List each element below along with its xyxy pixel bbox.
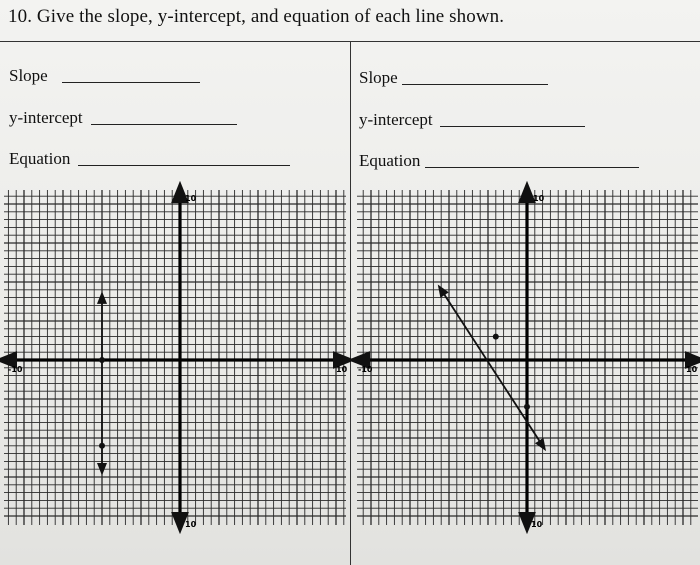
left-x-min-label: -10	[8, 365, 23, 374]
left-x-max-label: 10	[336, 365, 348, 374]
left-y-intercept-label: y-intercept	[9, 108, 83, 127]
right-coordinate-grid	[357, 190, 698, 525]
right-equation-label: Equation	[359, 151, 421, 170]
right-plotted-point	[524, 404, 530, 410]
right-y-min-label: 10	[531, 520, 543, 529]
right-x-max-label: 10	[686, 365, 698, 374]
right-plotted-point	[493, 334, 499, 340]
left-equation-label: Equation	[9, 149, 71, 168]
left-y-min-label: 10	[185, 520, 197, 529]
left-y-max-label: 10	[185, 194, 197, 203]
right-x-min-label: -10	[358, 365, 373, 374]
left-plotted-point	[99, 443, 105, 449]
right-slope-label: Slope	[359, 68, 398, 87]
right-y-intercept-label: y-intercept	[359, 110, 433, 129]
question-title: 10. Give the slope, y-intercept, and equation of each line shown.	[8, 6, 505, 27]
right-y-max-label: 10	[533, 194, 545, 203]
left-coordinate-grid	[4, 190, 346, 525]
left-slope-label: Slope	[9, 66, 48, 85]
left-plotted-point	[99, 357, 105, 363]
